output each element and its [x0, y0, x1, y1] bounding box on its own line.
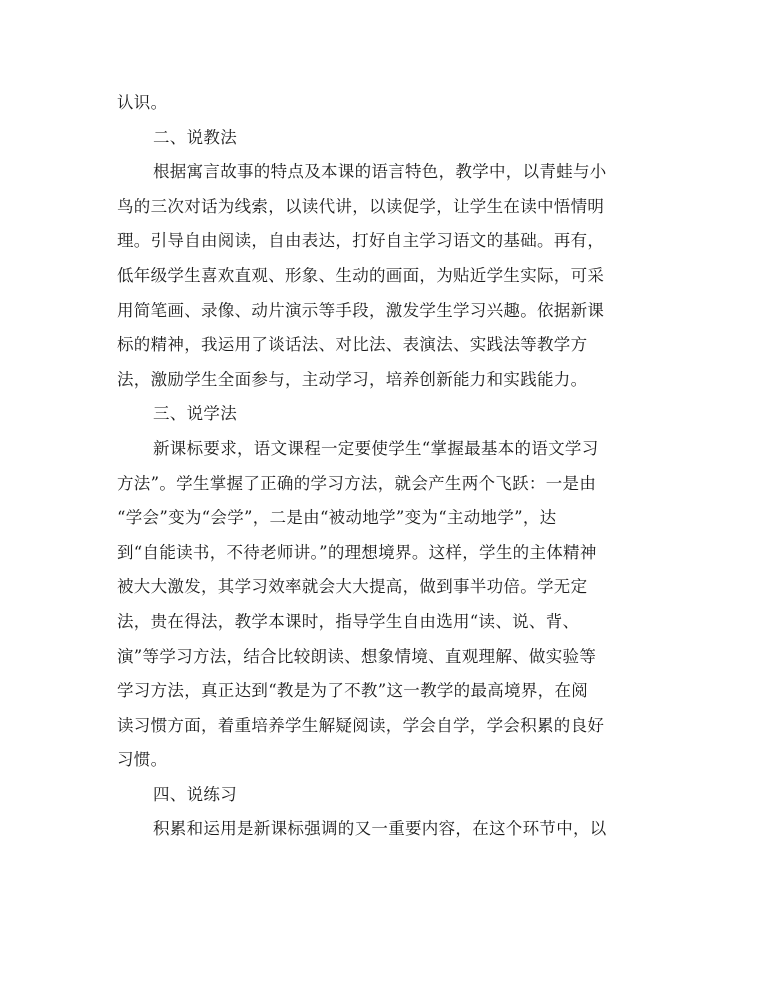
- text-line: 法，贵在得法，教学本课时，指导学生自由选用“读、说、背、: [117, 611, 580, 631]
- text-line: 用简笔画、录像、动片演示等手段，激发学生学习兴趣。依据新课: [117, 300, 605, 320]
- text-line: 被大大激发，其学习效率就会大大提高，做到事半功倍。学无定: [117, 577, 588, 597]
- text-line: 新课标要求，语文课程一定要使学生“掌握最基本的语文学习: [153, 438, 599, 458]
- text-line: 鸟的三次对话为线索，以读代讲，以读促学，让学生在读中悟情明: [117, 196, 605, 216]
- section-heading: 三、说学法: [153, 404, 237, 424]
- document-body: [117, 86, 657, 847]
- text-line: 标的精神，我运用了谈话法、对比法、表演法、实践法等教学方: [117, 335, 588, 355]
- section-heading: 四、说练习: [153, 784, 237, 804]
- text-line: 学习方法，真正达到“教是为了不教”这一教学的最高境界，在阅: [117, 681, 589, 701]
- section-heading: 二、说教法: [153, 127, 237, 147]
- text-line: 法，激励学生全面参与，主动学习，培养创新能力和实践能力。: [117, 369, 588, 389]
- text-line: 认识。: [117, 93, 168, 112]
- text-line: 理。引导自由阅读，自由表达，打好自主学习语文的基础。再有，: [117, 231, 605, 251]
- text-line: 习惯。: [117, 750, 168, 770]
- text-line: 积累和运用是新课标强调的又一重要内容，在这个环节中，以: [153, 819, 607, 839]
- text-line: 低年级学生喜欢直观、形象、生动的画面，为贴近学生实际，可采: [117, 265, 605, 285]
- text-line: 演”等学习方法，结合比较朗读、想象情境、直观理解、做实验等: [117, 646, 597, 666]
- text-line: 到“自能读书，不待老师讲。”的理想境界。这样，学生的主体精神: [117, 542, 597, 562]
- text-line: 根据寓言故事的特点及本课的语言特色，教学中，以青蛙与小: [153, 162, 607, 182]
- text-line: 方法”。学生掌握了正确的学习方法，就会产生两个飞跃：一是由: [117, 473, 597, 493]
- text-line: 读习惯方面，着重培养学生解疑阅读，学会自学，学会积累的良好: [117, 715, 605, 735]
- text-line: “学会”变为“会学”，二是由“被动地学”变为“主动地学”，达: [117, 508, 557, 528]
